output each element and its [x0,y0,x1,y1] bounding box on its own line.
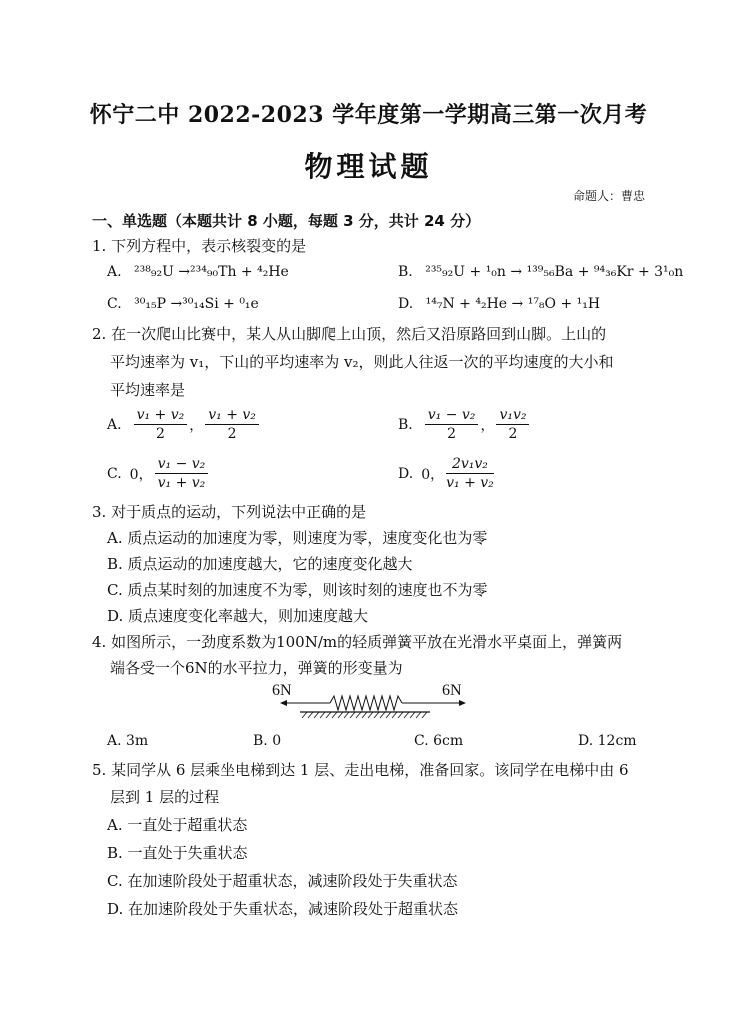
q1-option-a [107,262,289,282]
q2-b-separator: ， [480,417,495,434]
q3-option-a: A. 质点运动的加速度为零，则速度为零，速度变化也为零 [107,529,488,547]
q2-option-d-label: D. [398,465,414,482]
q2-option-c-label: C. [107,465,122,482]
question-2-stem-line2: 平均速率为 v₁，下山的平均速率为 v₂，则此人往返一次的平均速度的大小和 [110,353,614,371]
q2-d-fraction [446,455,494,492]
spring-coil [330,696,402,710]
q2-b-fraction-1-denominator: 2 [447,426,457,442]
left-arrowhead [280,700,287,706]
q2-a-fraction-1 [134,406,188,443]
q4-option-d: D. 12cm [578,733,637,749]
q1-option-a-label: A. [107,264,122,280]
q2-b-fraction-2-denominator: 2 [508,426,518,442]
section-heading: 一、单选题（本题共计 8 小题，每题 3 分，共计 24 分） [92,212,481,230]
q2-b-fraction-1-numerator: v₁ − v₂ [425,406,479,425]
q2-b-fraction-1 [425,406,479,443]
question-3-stem: 3. 对于质点的运动，下列说法中正确的是 [92,503,367,521]
q1-option-c-label: C. [107,296,122,312]
exam-title: 怀宁二中 2022-2023 学年度第一学期高三第一次月考 [89,102,648,128]
question-2-stem-line1: 2. 在一次爬山比赛中，某人从山脚爬上山顶，然后又沿原路回到山脚。上山的 [92,325,607,343]
q2-option-b [398,406,531,443]
q2-c-fraction-denominator: v₁ + v₂ [157,475,206,491]
q3-option-d: D. 质点速度变化率越大，则加速度越大 [107,607,369,625]
q2-a-fraction-1-denominator: 2 [155,426,165,442]
q2-a-separator: ， [189,417,204,434]
question-4-stem-line1: 4. 如图所示，一劲度系数为100N/m的轻质弹簧平放在光滑水平桌面上，弹簧两 [92,633,623,651]
q2-option-a [107,406,261,443]
question-4-stem-line2: 端各受一个6N的水平拉力，弹簧的形变量为 [110,659,403,677]
q4-option-b: B. 0 [253,733,282,749]
author-line: 命题人：曹忠 [572,189,645,203]
q1-option-d [398,294,600,314]
q4-option-c: C. 6cm [414,733,464,749]
q2-c-lead: 0， [129,466,153,483]
q2-d-fraction-denominator: v₁ + v₂ [446,475,494,491]
q2-a-fraction-1-numerator: v₁ + v₂ [134,406,188,425]
q2-c-fraction-numerator: v₁ − v₂ [155,455,209,474]
spring-diagram [270,682,480,722]
q2-b-fraction-2 [496,406,529,443]
q2-a-fraction-2-numerator: v₁ + v₂ [205,406,259,425]
q3-option-b: B. 质点运动的加速度越大，它的速度变化越大 [107,555,413,573]
q2-a-fraction-2 [205,406,259,443]
q2-option-d [398,455,496,492]
exam-subject: 物理试题 [304,150,433,183]
q2-a-fraction-2-denominator: 2 [227,426,237,442]
right-arrowhead [459,700,466,706]
q3-option-c: C. 质点某时刻的加速度不为零，则该时刻的速度也不为零 [107,581,488,599]
q2-option-b-label: B. [398,416,413,433]
q1-option-b-equation: ²³⁵₉₂U + ¹₀n → ¹³⁹₅₆Ba + ⁹⁴₃₆Kr + 3¹₀n [425,264,684,280]
q5-option-c: C. 在加速阶段处于超重状态，减速阶段处于失重状态 [107,872,458,890]
force-left-label: 6N [272,682,292,699]
question-2-stem-line3: 平均速率是 [110,381,186,399]
table-hatching [302,712,427,718]
q2-c-fraction [155,455,209,492]
q1-option-b [398,262,683,282]
q1-option-b-label: B. [398,264,413,280]
q2-d-fraction-numerator: 2v₁v₂ [446,455,494,474]
question-1-stem: 1. 下列方程中，表示核裂变的是 [92,237,307,255]
q1-option-d-label: D. [398,296,414,312]
q4-option-a: A. 3m [107,733,149,749]
question-5-stem-line1: 5. 某同学从 6 层乘坐电梯到达 1 层、走出电梯，准备回家。该同学在电梯中由 6 [92,761,629,779]
force-right-label: 6N [442,682,462,699]
q2-b-fraction-2-numerator: v₁v₂ [496,406,529,425]
q5-option-d: D. 在加速阶段处于失重状态，减速阶段处于超重状态 [107,900,459,918]
q1-option-c [107,294,259,314]
question-5-stem-line2: 层到 1 层的过程 [110,788,220,806]
spring-diagram-svg [270,682,480,722]
q2-d-lead: 0， [421,466,445,483]
q5-option-b: B. 一直处于失重状态 [107,844,248,862]
q1-option-a-equation: ²³⁸₉₂U →²³⁴₉₀Th + ⁴₂He [134,264,289,280]
q1-option-d-equation: ¹⁴₇N + ⁴₂He → ¹⁷₈O + ¹₁H [425,296,601,312]
q1-option-c-equation: ³⁰₁₅P →³⁰₁₄Si + ⁰₁e [134,296,259,312]
q2-option-a-label: A. [107,416,122,433]
q5-option-a: A. 一直处于超重状态 [107,816,248,834]
q2-option-c [107,455,210,492]
